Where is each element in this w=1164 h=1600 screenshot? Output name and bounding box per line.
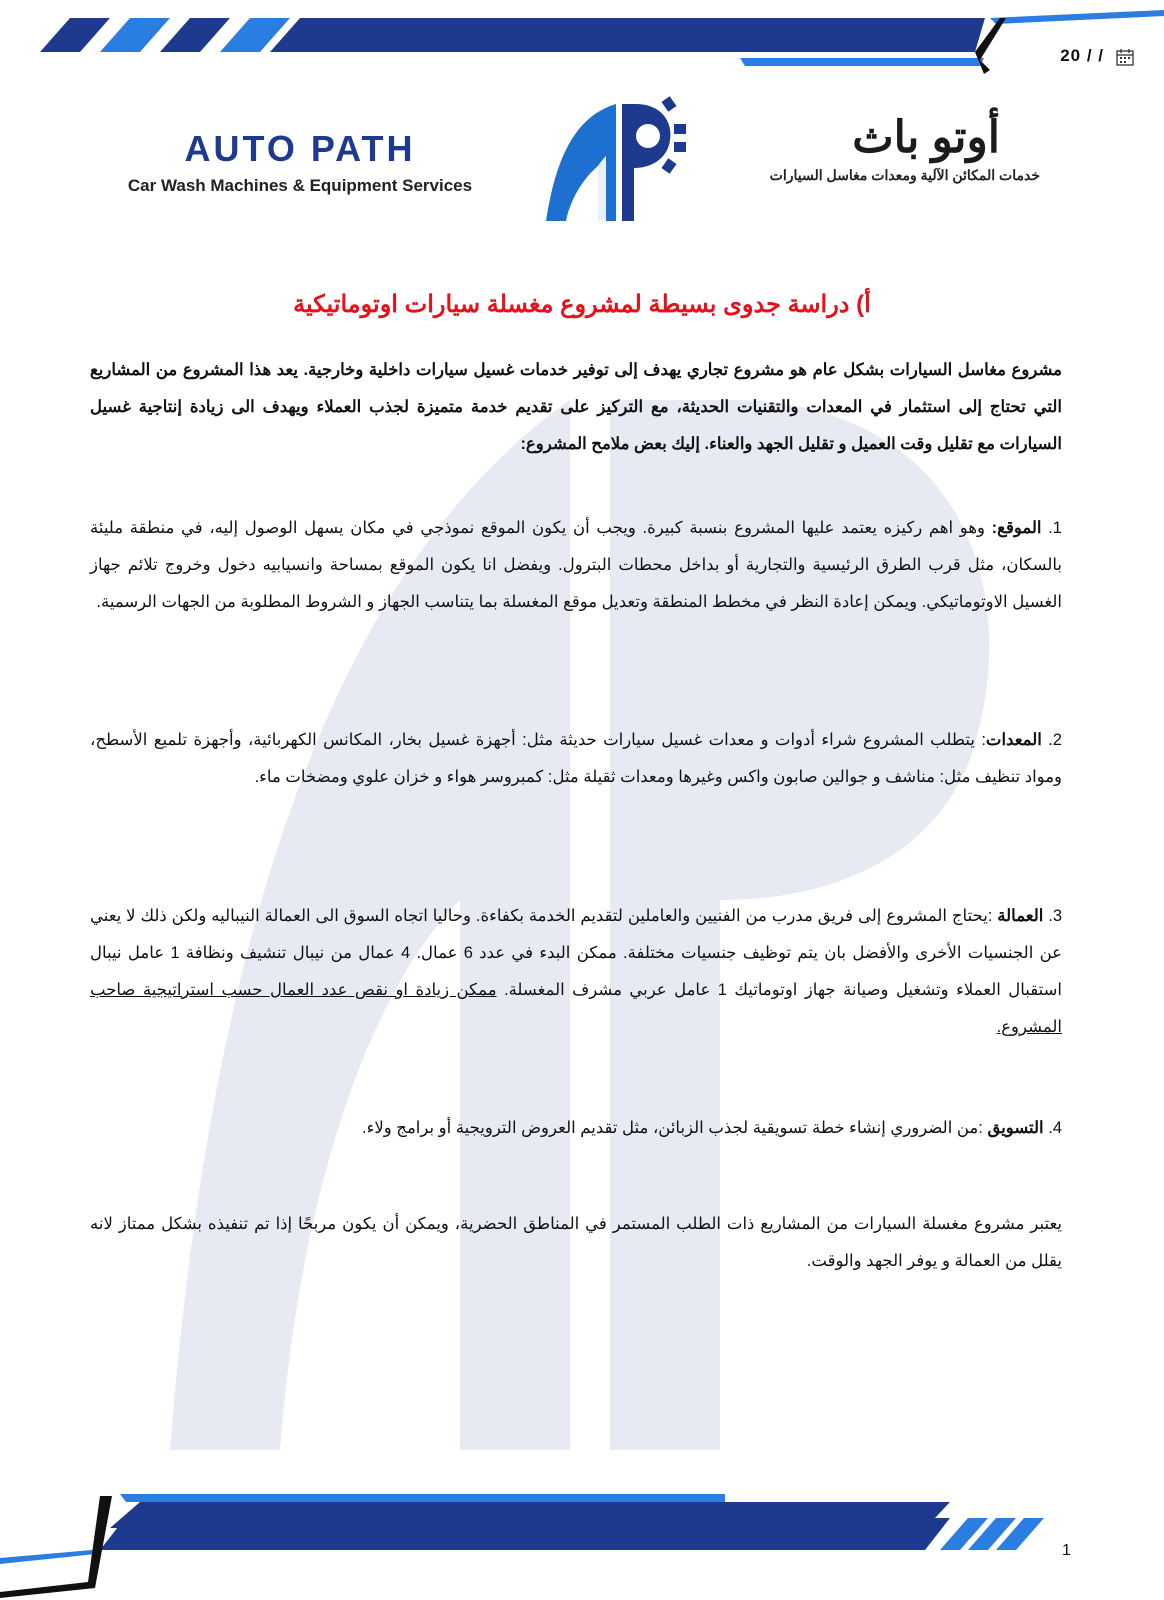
page-number: 1 [1062,1542,1071,1559]
list-item-labor [90,898,1062,1046]
header-band [0,0,1164,80]
item-text: :يحتاج المشروع إلى فريق مدرب من الفنيين والعاملين لتقديم الخدمة بكفاءة. وحاليا اتجاه السوق الى العمالة النيباليه ولكن ذلك لا يعني عن الجنسيات الأخرى والأفضل بان يتم توظيف جنسيات مختلفة. ممكن البدء في عدد 6 عمال. 4 عمال من نيبال تنشيف ونظافة 1 عامل نيبال استقبال العملاء وتشغيل وصيانة جهاز اوتوماتيك 1 عامل عربي مشرف المغسلة. [90,907,1063,999]
ap-gear-emblem-icon [536,96,696,226]
item-number: 3. [1048,907,1062,925]
list-item-location [90,510,1062,621]
item-text: :من الضروري إنشاء خطة تسويقية لجذب الزبائن، مثل تقديم العروض الترويجية أو برامج ولاء. [362,1119,988,1137]
item-label: الموقع: [991,519,1042,537]
item-label: العمالة [997,907,1044,925]
item-number: 2. [1048,731,1062,749]
list-item-marketing [90,1110,1062,1147]
date-field: 20 / / [1060,46,1104,65]
list-item-equipment [90,722,1062,796]
item-underlined-note: ممكن زيادة او نقص عدد العمال حسب استراتيجية صاحب المشروع. [90,981,1062,1036]
item-number: 1. [1048,519,1062,537]
item-label: التسويق [987,1119,1044,1137]
intro-paragraph: مشروع مغاسل السيارات بشكل عام هو مشروع تجاري يهدف إلى توفير خدمات غسيل سيارات داخلية وخارجية. يعد هذا المشروع من المشاريع التي تحتاج إلى استثمار في المعدات والتقنيات الحديثة، مع التركيز على تقديم خدمة متميزة لجذب العملاء ويهدف الى زيادة إنتاجية غسيل السيارات مع تقليل وقت العميل و تقليل الجهد والعناء. إليك بعض ملامح المشروع: [90,361,1062,453]
section-heading: أ) دراسة جدوى بسيطة لمشروع مغسلة سيارات اوتوماتيكية [293,291,871,318]
calendar-icon [1116,48,1134,66]
logo-subtitle-en: Car Wash Machines & Equipment Services [127,176,473,195]
item-text: وهو اهم ركيزه يعتمد عليها المشروع بنسبة كبيرة. ويجب أن يكون الموقع نموذجي في مكان يسهل الوصول إليه، في منطقة مليئة بالسكان، مثل قرب الطرق الرئيسية والتجارية أو بداخل محطات البترول. ويفضل انا يكون الموقع بمساحة وانسيابيه دخول وخروج تلائم جهاز الغسيل الاوتوماتيكي. ويمكن إعادة النظر في مخطط المنطقة وتعديل موقع المغسلة بما يتناسب الجهاز و الشروط المطلوبة من الجهات الرسمية. [90,519,1062,611]
english-logo [110,128,490,196]
item-number: 4. [1048,1119,1062,1137]
footer-band [0,1480,1164,1600]
item-label: المعدات [985,731,1042,749]
logo-subtitle-ar: خدمات المكائن الآلية ومعدات مغاسل السيارات [769,167,1040,183]
logo-title-en: AUTO PATH [184,128,416,169]
arabic-logo [740,112,1040,184]
logo-title-ar: أوتو باث [852,113,1000,162]
item-text: : يتطلب المشروع شراء أدوات و معدات غسيل سيارات حديثة مثل: أجهزة غسيل بخار، المكانس الكهربائية، وأجهزة تلميع الأسطح، ومواد تنظيف مثل: مناشف و جوالين صابون واكس وغيرها ومعدات ثقيلة مثل: كمبروسر هواء و خزان علوي ومضخات ماء. [90,731,1062,786]
watermark-emblem [130,340,1050,1450]
conclusion-paragraph: يعتبر مشروع مغسلة السيارات من المشاريع ذات الطلب المستمر في المناطق الحضرية، ويمكن أن يكون مربحًا إذا تم تنفيذه بشكل ممتاز لانه يقلل من العمالة و يوفر الجهد والوقت. [90,1215,1062,1270]
